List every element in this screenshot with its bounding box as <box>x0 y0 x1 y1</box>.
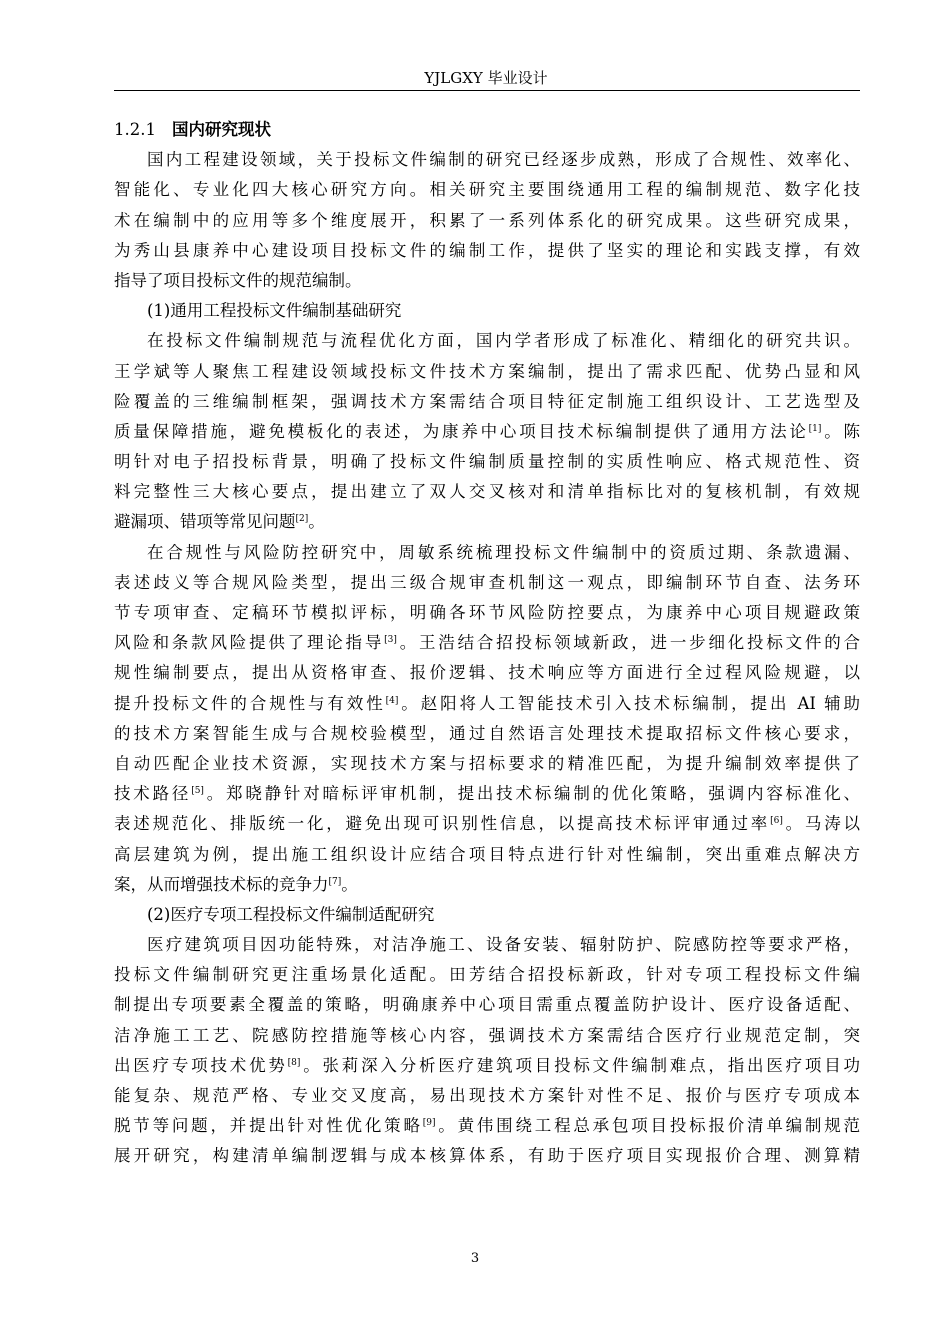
line-text-after-citation: 。黄伟围绕工程总承包项目投标报价清单编制规范 <box>435 1116 860 1136</box>
text-line <box>114 749 860 779</box>
line-text: 投标文件编制研究更注重场景化适配。田芳结合招投标新政，针对专项工程投标文件编 <box>114 965 860 985</box>
citation-marker: [3] <box>384 635 397 646</box>
text-line <box>114 870 860 900</box>
text-line <box>114 1141 860 1171</box>
line-text: 提升投标文件的合规性与有效性 <box>114 693 386 713</box>
line-text: 案，从而增强技术标的竞争力 <box>114 874 329 894</box>
citation-marker: [4] <box>385 695 399 706</box>
line-text-after-citation: 。马涛以 <box>782 814 860 834</box>
citation-marker: [7] <box>328 876 342 887</box>
line-text: 王学斌等人聚焦工程建设领域投标文件技术方案编制，提出了需求匹配、优势凸显和风 <box>114 361 860 381</box>
line-text-after-citation: 。 <box>341 874 358 894</box>
section-number: 1.2.1 <box>114 120 156 139</box>
line-text: 在合规性与风险防控研究中，周敏系统梳理投标文件编制中的资质过期、条款遗漏、 <box>147 542 860 562</box>
line-text: (2)医疗专项工程投标文件编制适配研究 <box>147 904 435 924</box>
line-text-after-citation: 。陈 <box>821 421 860 441</box>
text-line <box>114 417 860 447</box>
paragraph-lines <box>114 145 860 1171</box>
text-line <box>114 658 860 688</box>
text-line <box>114 326 860 356</box>
text-line <box>114 628 860 658</box>
line-text: 医疗建筑项目因功能特殊，对洁净施工、设备安装、辐射防护、院感防控等要求严格， <box>147 935 860 955</box>
section-title: 国内研究现状 <box>172 120 271 139</box>
citation-marker: [2] <box>295 514 309 525</box>
text-line <box>114 477 860 507</box>
text-line <box>114 1111 860 1141</box>
line-text: 智能化、专业化四大核心研究方向。相关研究主要围绕通用工程的编制规范、数字化技 <box>114 180 860 200</box>
line-text-after-citation: 。张莉深入分析医疗建筑项目投标文件编制难点，指出医疗项目功 <box>300 1055 860 1075</box>
line-text: 为秀山县康养中心建设项目投标文件的编制工作，提供了坚实的理论和实践支撑，有效 <box>114 240 860 260</box>
citation-marker: [5] <box>191 786 204 797</box>
text-line <box>114 538 860 568</box>
text-line <box>114 900 860 930</box>
line-text: 洁净施工工艺、院感防控措施等核心内容，强调技术方案需结合医疗行业规范定制，突 <box>114 1025 860 1045</box>
line-text: 避漏项、错项等常见问题 <box>114 512 296 532</box>
text-line <box>114 598 860 628</box>
line-text: 质量保障措施，避免模板化的表述，为康养中心项目技术标编制提供了通用方法论 <box>114 421 809 441</box>
line-text: 高层建筑为例，提出施工组织设计应结合项目特点进行针对性编制，突出重难点解决方 <box>114 844 860 864</box>
text-line <box>114 960 860 990</box>
line-text: 的技术方案智能生成与合规校验模型，通过自然语言处理技术提取招标文件核心要求， <box>114 723 860 743</box>
line-text: 出医疗专项技术优势 <box>114 1055 288 1075</box>
text-line <box>114 145 860 175</box>
text-line <box>114 990 860 1020</box>
text-line <box>114 568 860 598</box>
body-text <box>114 115 860 1172</box>
line-text: 脱节等问题，并提出针对性优化策略 <box>114 1116 423 1136</box>
line-text: (1)通用工程投标文件编制基础研究 <box>147 301 402 321</box>
text-line <box>114 206 860 236</box>
line-text: 自动匹配企业技术资源，实现技术方案与招标要求的精准匹配，为提升编制效率提供了 <box>114 753 860 773</box>
text-line <box>114 689 860 719</box>
header-rule <box>114 90 860 91</box>
text-line <box>114 266 860 296</box>
line-text: 术在编制中的应用等多个维度展开，积累了一系列体系化的研究成果。这些研究成果， <box>114 210 860 230</box>
text-line <box>114 930 860 960</box>
text-line <box>114 236 860 266</box>
text-line <box>114 387 860 417</box>
text-line <box>114 1051 860 1081</box>
text-line <box>114 809 860 839</box>
citation-marker: [1] <box>808 423 822 434</box>
line-text: 展开研究，构建清单编制逻辑与成本核算体系，有助于医疗项目实现报价合理、测算精 <box>114 1146 860 1166</box>
line-text: 在投标文件编制规范与流程优化方面，国内学者形成了标准化、精细化的研究共识。 <box>147 331 860 351</box>
text-line <box>114 719 860 749</box>
text-line <box>114 447 860 477</box>
line-text: 险覆盖的三维编制框架，强调技术方案需结合项目特征定制施工组织设计、工艺选型及 <box>114 391 860 411</box>
line-text: 规性编制要点，提出从资格审查、报价逻辑、技术响应等方面进行全过程风险规避，以 <box>114 663 860 683</box>
line-text: 制提出专项要素全覆盖的策略，明确康养中心项目需重点覆盖防护设计、医疗设备适配、 <box>114 995 860 1015</box>
text-line <box>114 1081 860 1111</box>
text-line <box>114 840 860 870</box>
line-text: 国内工程建设领域，关于投标文件编制的研究已经逐步成熟，形成了合规性、效率化、 <box>147 150 860 170</box>
text-line <box>114 507 860 537</box>
line-text: 技术路径 <box>114 784 192 804</box>
citation-marker: [6] <box>770 816 783 827</box>
citation-marker: [8] <box>287 1057 301 1068</box>
line-text: 风险和条款风险提供了理论指导 <box>114 633 385 653</box>
page-number: 3 <box>470 1251 480 1266</box>
line-text-after-citation: 。王浩结合招投标领域新政，进一步细化投标文件的合 <box>396 633 860 653</box>
line-text: 表述歧义等合规风险类型，提出三级合规审查机制这一观点，即编制环节自查、法务环 <box>114 572 860 592</box>
line-text: 明针对电子招投标背景，明确了投标文件编制质量控制的实质性响应、格式规范性、资 <box>114 452 860 472</box>
page-header: YJLGXY 毕业设计 <box>424 69 548 87</box>
line-text-after-citation: 。郑晓静针对暗标评审机制，提出技术标编制的优化策略，强调内容标准化、 <box>203 784 860 804</box>
line-text: 指导了项目投标文件的规范编制。 <box>114 270 362 290</box>
line-text: 表述规范化、排版统一化，避免出现可识别性信息，以提高技术标评审通过率 <box>114 814 771 834</box>
text-line <box>114 296 860 326</box>
text-line <box>114 1021 860 1051</box>
line-text-after-citation: 。 <box>308 512 325 532</box>
text-line <box>114 779 860 809</box>
line-text: 能复杂、规范严格、专业交叉度高，易出现技术方案针对性不足、报价与医疗专项成本 <box>114 1086 860 1105</box>
line-text: 节专项审查、定稿环节模拟评标，明确各环节风险防控要点，为康养中心项目规避政策 <box>114 603 860 622</box>
line-text: 料完整性三大核心要点，提出建立了双人交叉核对和清单指标比对的复核机制，有效规 <box>114 482 860 502</box>
citation-marker: [9] <box>422 1118 436 1129</box>
line-text-after-citation: 。赵阳将人工智能技术引入技术标编制，提出 AI 辅助 <box>398 693 860 713</box>
text-line <box>114 357 860 387</box>
section-heading <box>114 115 860 145</box>
text-line <box>114 175 860 205</box>
